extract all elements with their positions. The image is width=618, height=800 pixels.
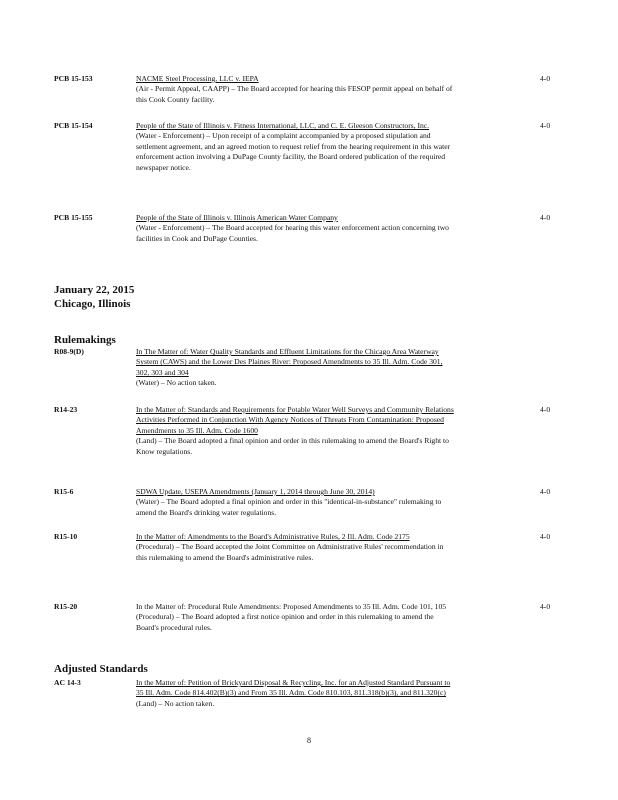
docket-number: PCB 15-154: [54, 121, 93, 130]
vote-count: 4-0: [540, 487, 551, 496]
vote-count: 4-0: [540, 213, 551, 222]
case-caption: NACME Steel Processing, LLC v. IEPA: [136, 74, 259, 83]
case-description: (Air - Permit Appeal, CAAPP) – The Board accepted for hearing this FESOP permit appeal on behalf of this Cook County facility.: [136, 84, 453, 104]
case-caption: In the Matter of: Petition of Brickyard Disposal & Recycling, Inc. for an Adjusted Standard Pursuant to 35 Ill. Adm. Code 814.402(B)(3) and From 35 Ill. Adm. Code 810.103, 811.318(b)(3), and 811.320(c): [136, 678, 451, 698]
docket-number: R15-10: [54, 532, 78, 541]
case-description: (Water) – The Board adopted a final opinion and order in this "identical-in-substance" rulemaking to amend the Board's drinking water regulations.: [136, 497, 442, 517]
case-caption: In the Matter of: Amendments to the Board's Administrative Rules, 2 Ill. Adm. Code 2175: [136, 532, 410, 541]
docket-number: PCB 15-155: [54, 213, 93, 222]
case-description: (Procedural) – The Board accepted the Joint Committee on Administrative Rules' recommendation in this rulemaking to amend the Board's administrative rules.: [136, 542, 444, 562]
vote-count: 4-0: [540, 74, 551, 83]
case-caption: In the Matter of: Standards and Requirements for Potable Water Well Surveys and Community Relations Activities Performed in Conjunction With Agency Notices of Threats From Contamination: Proposed Amendments to 35 Ill. Adm. Code 1600: [136, 405, 454, 435]
case-caption: People of the State of Illinois v. Illinois American Water Company: [136, 213, 338, 222]
docket-number: AC 14-3: [54, 678, 81, 687]
docket-number: R08-9(D): [54, 347, 84, 356]
vote-count: 4-0: [540, 405, 551, 414]
case-caption: In The Matter of: Water Quality Standards and Effluent Limitations for the Chicago Area Waterway System (CAWS) and the Lower Des Plaines River: Proposed Amendments to 35 Ill. Adm. Code 301, 302, 303 and 304: [136, 347, 443, 377]
meeting-date: January 22, 2015: [54, 284, 135, 296]
section-heading-adjusted-standards: Adjusted Standards: [54, 663, 148, 675]
case-caption: People of the State of Illinois v. Fitness International, LLC, and C. E. Gleeson Constructors, Inc.: [136, 121, 430, 130]
docket-number: R14-23: [54, 405, 78, 414]
section-heading-rulemakings: Rulemakings: [54, 334, 116, 346]
case-description: In the Matter of: Procedural Rule Amendments: Proposed Amendments to 35 Ill. Adm. Code 101, 105 (Procedural) – The Board adopted a first notice opinion and order in this rulemaking to amend the Board's procedural rules.: [136, 602, 447, 632]
case-description: (Land) – The Board adopted a final opinion and order in this rulemaking to amend the Board's Right to Know regulations.: [136, 436, 449, 456]
case-description: (Water) – No action taken.: [136, 378, 217, 388]
page-number: 8: [307, 736, 311, 745]
docket-number: PCB 15-153: [54, 74, 93, 83]
vote-count: 4-0: [540, 532, 551, 541]
case-description: (Water - Enforcement) – Upon receipt of a complaint accompanied by a proposed stipulation and settlement agreement, and an agreed motion to request relief from the hearing requirement in this water enforcement action involving a DuPage County facility, the Board ordered publication of the required newspaper notice.: [136, 131, 451, 172]
docket-number: R15-6: [54, 487, 74, 496]
docket-number: R15-20: [54, 602, 78, 611]
vote-count: 4-0: [540, 602, 551, 611]
meeting-place: Chicago, Illinois: [54, 298, 131, 310]
case-description: (Water - Enforcement) – The Board accepted for hearing this water enforcement action concerning two facilities in Cook and DuPage Counties.: [136, 223, 449, 243]
case-caption: SDWA Update, USEPA Amendments (January 1, 2014 through June 30, 2014): [136, 487, 375, 496]
vote-count: 4-0: [540, 121, 551, 130]
case-description: (Land) – No action taken.: [136, 698, 215, 708]
